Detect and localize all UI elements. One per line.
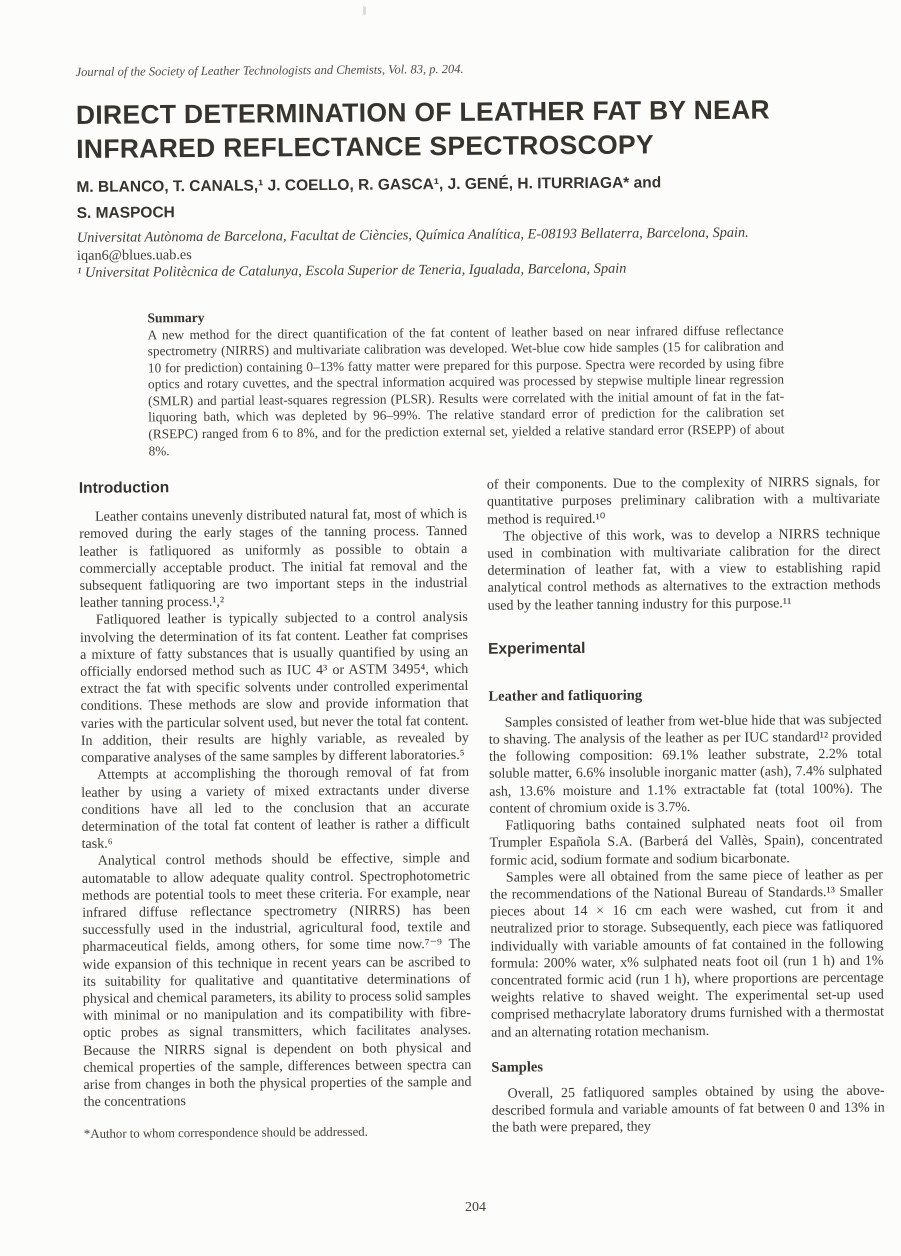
author-list-line1: M. BLANCO, T. CANALS,¹ J. COELLO, R. GASCA¹, J. GENÉ, H. ITURRIAGA* and <box>76 174 662 196</box>
experimental-paragraph-2: Fatliquoring baths contained sulphated neats foot oil from Trumpler Española S.A. (Barberá del Vallès, Spain), concentrated formic acid, sodium formate and sodium bicarbonate. <box>489 815 883 869</box>
summary-heading: Summary <box>147 309 205 325</box>
objective-paragraph: The objective of this work, was to develop a NIRRS technique used in combination with multivariate calibration for the direct determination of leather fat, with a view to establishing rapid analytical control methods as alternatives to the extraction methods used by the leather tanning industry for this purpose.¹¹ <box>487 526 881 614</box>
right-column <box>487 474 885 1139</box>
samples-paragraph: Overall, 25 fatliquored samples obtained by using the above-described formula and variable amounts of fat between 0 and 13% in the bath were prepared, they <box>491 1083 885 1136</box>
paper-title-line1: DIRECT DETERMINATION OF LEATHER FAT BY NEAR <box>75 94 771 130</box>
left-column <box>79 477 472 1142</box>
intro-paragraph-2: Fatliquored leather is typically subjected to a control analysis involving the determination of its fat content. Leather fat comprises a mixture of fatty substances that is usually quantified by using an officially endorsed method such as IUC 4³ or ASTM 3495⁴, which extract the fat with specific solvents under controlled experimental conditions. These methods are slow and provide information that varies with the particular solvent used, but never the total fat content. In addition, their results are highly variable, as revealed by comparative analyses of the same samples by different laboratories.⁵ <box>79 610 469 767</box>
summary-section <box>147 305 784 460</box>
intro-paragraph-1: Leather contains unevenly distributed natural fat, most of which is removed during the early stages of the tanning process. Tanned leather is fatliquored as uniformly as possible to obtain a commercially acceptable product. The initial fat removal and the subsequent fatliquoring are two important steps in the industrial leather tanning process.¹,² <box>79 507 468 612</box>
paper-title <box>76 92 878 166</box>
author-list-line2: S. MASPOCH <box>76 204 175 222</box>
author-list <box>76 169 877 227</box>
journal-citation-line: Journal of the Society of Leather Technologists and Chemists, Vol. 83, p. 204. <box>75 61 464 79</box>
experimental-paragraph-3: Samples were all obtained from the same piece of leather as per the recommendations of the National Bureau of Standards.¹³ Smaller pieces about 14 × 16 cm each were washed, cut from it and neutralized prior to storage. Subsequently, each piece was fatliquored individually with variable amounts of fat contained in the following formula: 200% water, x% sulphated neats foot oil (run 1 h) and 1% concentrated formic acid (run 1 h), where proportions are percentage weights relative to shaved weight. The experimental set-up used comprised methacrylate laboratory drums furnished with a thermostat and an alternating rotation mechanism. <box>489 867 885 1041</box>
page-number: 204 <box>465 1200 486 1215</box>
paper-title-line2: INFRARED REFLECTANCE SPECTROSCOPY <box>76 129 654 164</box>
summary-text: A new method for the direct quantification of the fat content of leather based on near infrared diffuse reflectance spectrometry (NIRRS) and multivariate calibration was developed. Wet-blue cow hide samples (15 for calibration and 10 for prediction) containing 0–13% fatty matter were prepared for this purpose. Spectra were recorded by using fibre optics and rotary cuvettes, and the spectral information acquired was processed by stepwise multiple linear regression (SMLR) and partial least-squares regression (PLSR). Results were correlated with the initial amount of fat in the fat-liquoring bath, which was depleted by 96–99%. The relative standard error of prediction for the calibration set (RSEPC) ranged from 6 to 8%, and for the prediction external set, yielded a relative standard error (RSEPP) of about 8%. <box>147 321 785 459</box>
experimental-heading: Experimental <box>488 639 586 658</box>
intro-continuation-paragraph: of their components. Due to the complexity of NIRRS signals, for quantitative purposes preliminary calibration with a multivariate method is required.¹⁰ <box>486 474 880 528</box>
two-column-body <box>79 474 885 1142</box>
introduction-heading: Introduction <box>78 479 170 498</box>
correspondence-footnote: *Author to whom correspondence should be addressed. <box>83 1125 368 1142</box>
intro-paragraph-4: Analytical control methods should be effective, simple and automatable to allow adequate quality control. Spectrophotometric methods are potential tools to meet these criteria. For example, near infrared diffuse reflectance spectrometry (NIRRS) has been successfully used in the industrial, agricultural food, textile and pharmaceutical fields, among others, for some time now.⁷⁻⁹ The wide expansion of this technique in recent years can be ascribed to its suitability for qualitative and quantitative determinations of physical and chemical parameters, its ability to process solid samples with minimal or no manipulation and its compatibility with fibre-optic probes as signal transmitters, which facilitates analyses. Because the NIRRS signal is dependent on both physical and chemical properties of the sample, differences between spectra can arise from changes in both the physical properties of the sample and the concentrations <box>81 851 472 1111</box>
intro-paragraph-3: Attempts at accomplishing the thorough removal of fat from leather by using a variety of mixed extractants under diverse conditions have all led to the conclusion that an accurate determination of the total fat content of leather is rather a difficult task.⁶ <box>81 765 470 853</box>
leather-fatliquoring-heading: Leather and fatliquoring <box>488 687 643 705</box>
samples-heading: Samples <box>491 1059 544 1076</box>
affiliation-1: Universitat Autònoma de Barcelona, Facultat de Ciències, Química Analítica, E-08193 Bellaterra, Barcelona, Spain. <box>76 224 749 246</box>
affiliations <box>77 224 878 283</box>
affiliation-2: ¹ Universitat Politècnica de Catalunya, Escola Superior de Teneria, Igualada, Barcelona, Spain <box>77 260 627 281</box>
contact-email: iqan6@blues.uab.es <box>76 246 192 264</box>
experimental-paragraph-1: Samples consisted of leather from wet-blue hide that was subjected to shaving. The analysis of the leather as per IUC standard¹² provided the following composition: 69.1% leather substrate, 2.2% total soluble matter, 6.6% insoluble inorganic matter (ash), 7.4% sulphated ash, 13.6% moisture and 1.1% extractable fat (total 100%). The content of chromium oxide is 3.7%. <box>488 712 883 817</box>
